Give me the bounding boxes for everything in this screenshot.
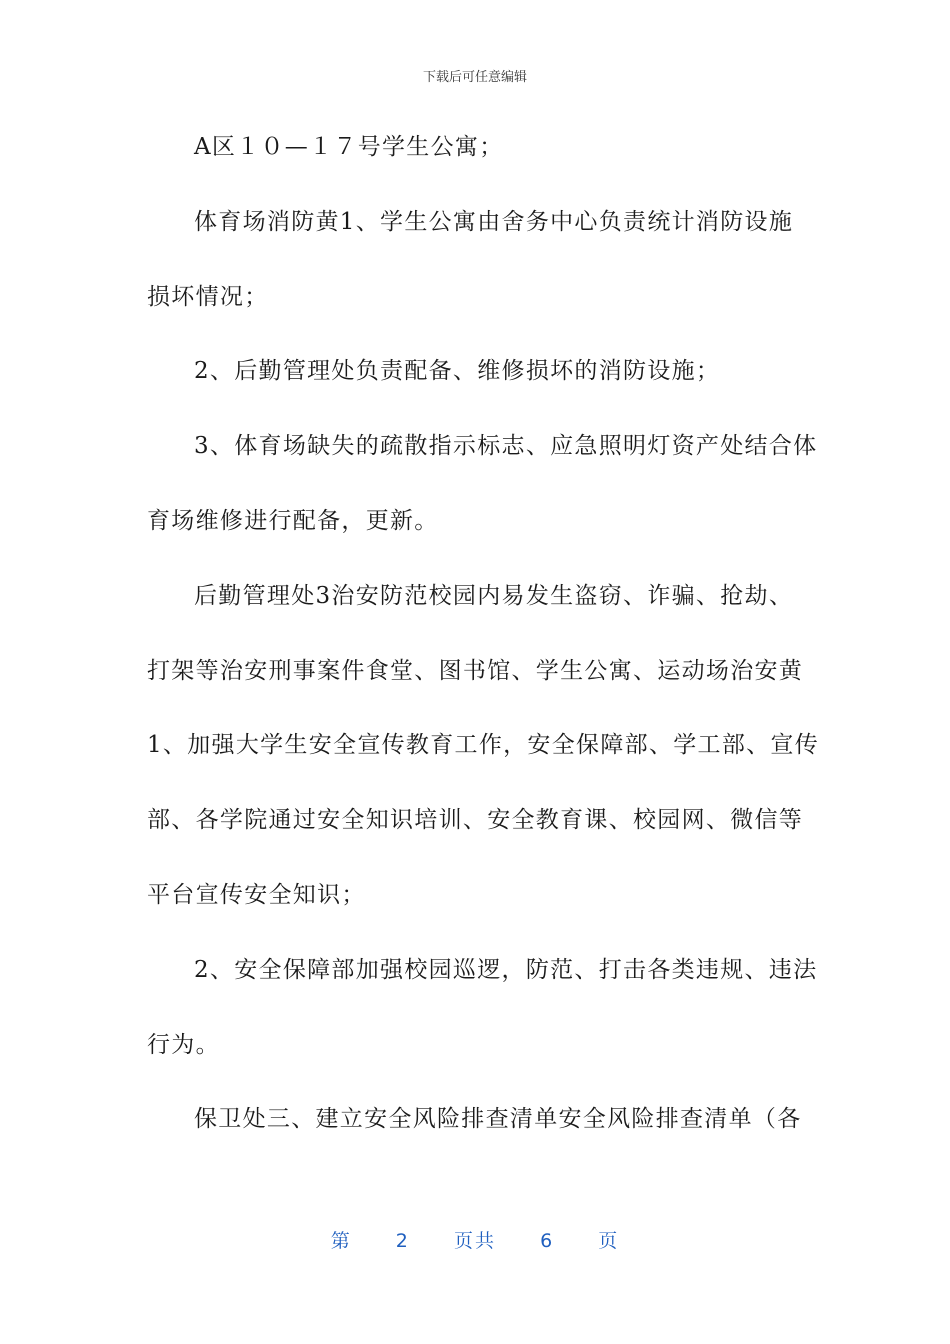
page-label-suffix: 页	[598, 1230, 620, 1252]
text-line: 2、安全保障部加强校园巡逻，防范、打击各类违规、违法	[194, 956, 818, 983]
text-line: A区１０—１７号学生公寓；	[194, 134, 504, 160]
text-line: 损坏情况；	[147, 283, 269, 310]
page-footer	[0, 1226, 950, 1253]
text-line: 1、加强大学生安全宣传教育工作，安全保障部、学工部、宣传	[147, 732, 820, 759]
text-line: 育场维修进行配备，更新。	[147, 507, 439, 534]
page-label-mid: 页共	[453, 1230, 496, 1252]
text-line: 打架等治安刑事案件食堂、图书馆、学生公寓、运动场治安黄	[147, 657, 804, 684]
text-line: 保卫处三、建立安全风险排查清单安全风险排查清单（各	[194, 1106, 802, 1133]
text-line: 行为。	[147, 1031, 220, 1058]
text-line: 2、后勤管理处负责配备、维修损坏的消防设施；	[194, 358, 721, 385]
text-line: 平台宣传安全知识；	[147, 881, 366, 908]
text-line: 后勤管理处3治安防范校园内易发生盗窃、诈骗、抢劫、	[194, 582, 794, 609]
text-line: 3、体育场缺失的疏散指示标志、应急照明灯资产处结合体	[194, 433, 818, 460]
page-header: 下载后可任意编辑	[422, 70, 527, 85]
page-label-prefix: 第	[330, 1230, 352, 1252]
text-line: 体育场消防黄1、学生公寓由舍务中心负责统计消防设施	[194, 208, 794, 235]
document-body	[147, 123, 820, 1170]
text-line: 部、各学院通过安全知识培训、安全教育课、校园网、微信等	[147, 807, 804, 834]
current-page-number: 2	[395, 1230, 410, 1252]
total-pages-number: 6	[540, 1230, 555, 1252]
